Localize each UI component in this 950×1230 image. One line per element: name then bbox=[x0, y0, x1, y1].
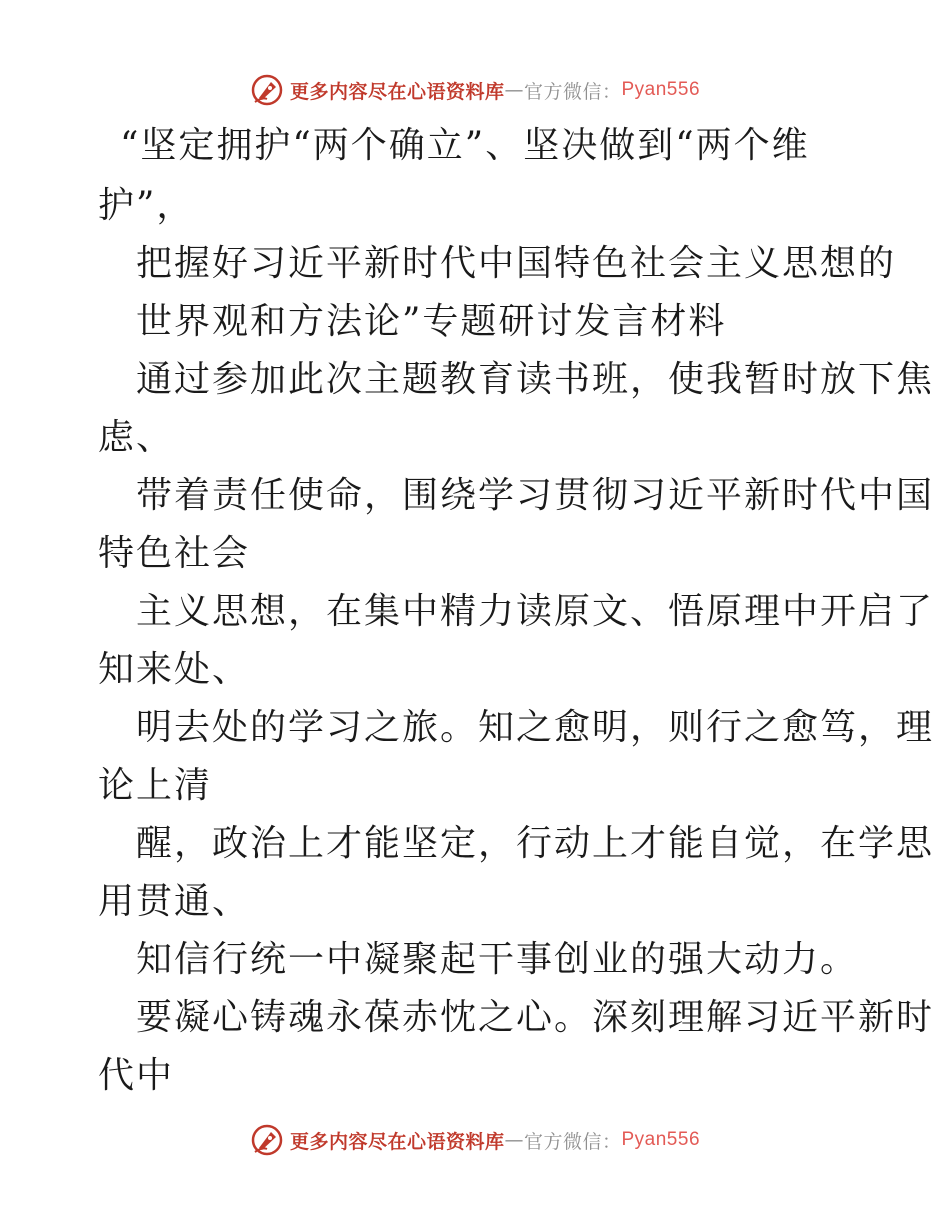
brand-dash: — bbox=[504, 1129, 524, 1151]
text-line: 主义思想，在集中精力读原文、悟原理中开启了 bbox=[136, 591, 935, 632]
text-line: 带着责任使命，围绕学习贯彻习近平新时代中国 bbox=[136, 475, 935, 516]
text-line: 醒，政治上才能坚定，行动上才能自觉，在学思 bbox=[136, 823, 935, 864]
header-banner bbox=[0, 70, 950, 110]
text-line: 代中 bbox=[98, 1055, 175, 1096]
text-line: “坚定拥护“两个确立”、坚决做到“两个维 bbox=[120, 125, 810, 166]
text-line: 护”， bbox=[98, 185, 195, 226]
text-line: 把握好习近平新时代中国特色社会主义思想的 bbox=[136, 243, 897, 284]
text-line: 明去处的学习之旅。知之愈明，则行之愈笃，理 bbox=[136, 707, 935, 748]
text-line: 知来处、 bbox=[98, 649, 251, 690]
text-line: 知信行统一中凝聚起干事创业的强大动力。 bbox=[136, 939, 859, 980]
text-line: 论上清 bbox=[98, 765, 213, 806]
brand-text: 更多内容尽在心语资料库 bbox=[289, 80, 505, 103]
pen-nib-logo-icon bbox=[250, 73, 284, 107]
text-line: 虑、 bbox=[98, 417, 175, 458]
footer-banner bbox=[0, 1120, 950, 1160]
wechat-label: 官方微信： bbox=[523, 80, 622, 103]
brand-text: 更多内容尽在心语资料库 bbox=[289, 1130, 505, 1153]
text-line: 世界观和方法论”专题研讨发言材料 bbox=[136, 301, 727, 342]
brand-dash: — bbox=[504, 79, 524, 101]
text-line: 通过参加此次主题教育读书班，使我暂时放下焦 bbox=[136, 359, 935, 400]
text-line: 特色社会 bbox=[98, 533, 251, 574]
text-line: 用贯通、 bbox=[98, 881, 251, 922]
pen-nib-logo-icon bbox=[250, 1123, 284, 1157]
text-line: 要凝心铸魂永葆赤忱之心。深刻理解习近平新时 bbox=[136, 997, 935, 1038]
wechat-id: Pyan556 bbox=[621, 1129, 701, 1150]
wechat-id: Pyan556 bbox=[621, 79, 701, 100]
wechat-label: 官方微信： bbox=[523, 1130, 622, 1153]
